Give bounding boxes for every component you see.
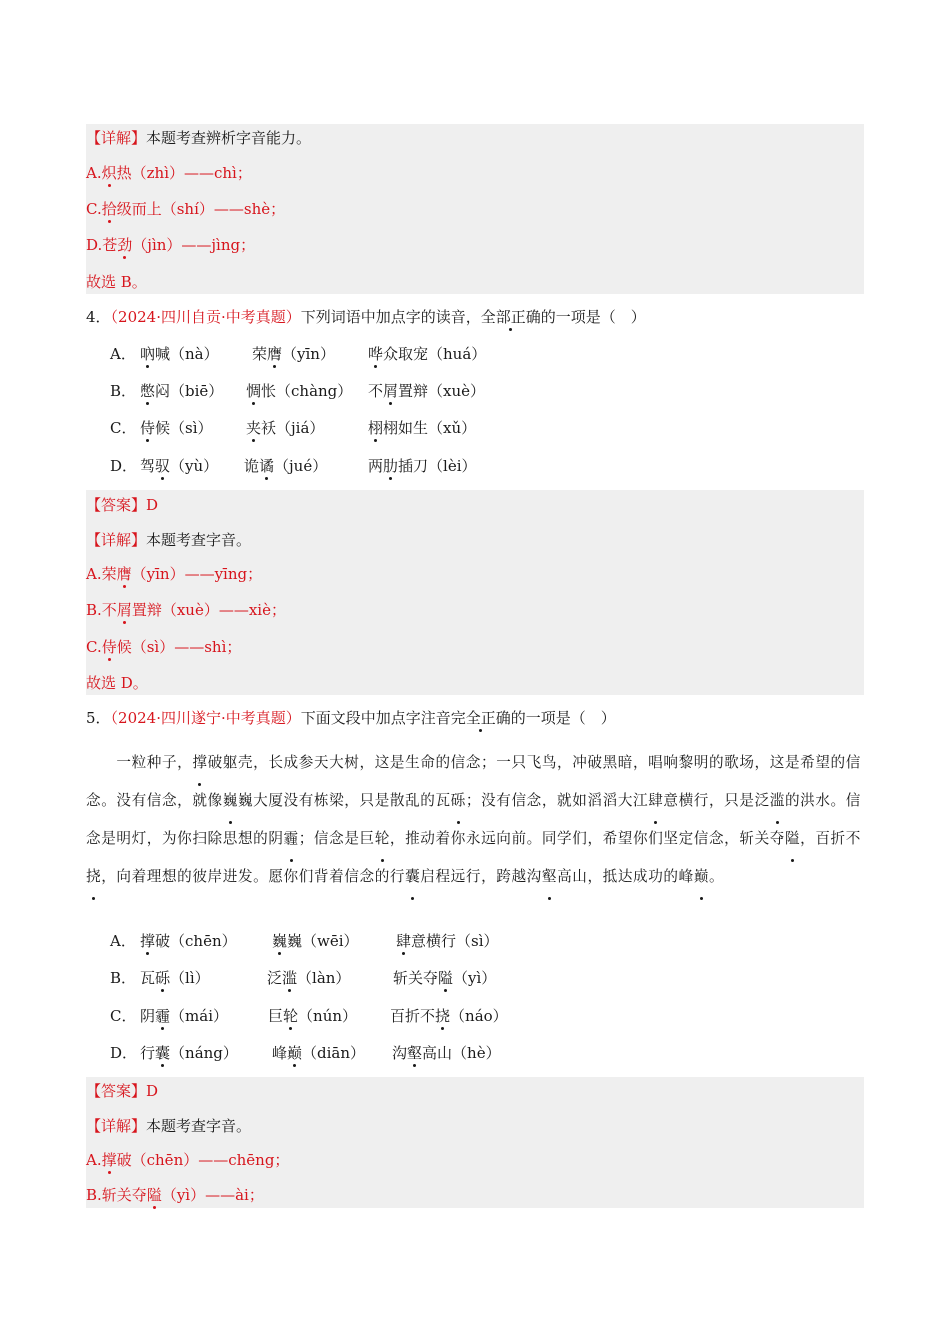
answer-line: [86, 1081, 158, 1101]
detail-item-b: B.不屑置辩（xuè）——xiè；: [86, 601, 286, 619]
conclusion: 故选 B。: [86, 273, 147, 291]
dotted-char: 囊: [405, 858, 420, 896]
dotted-char: 砾: [451, 782, 466, 820]
answer-line: [86, 495, 158, 515]
dotted-char: 霾: [284, 820, 299, 858]
passage-text: ；没有信念，就如滔滔大江: [465, 792, 649, 809]
answer-tag: 【答案】: [86, 496, 147, 514]
detail-item-a: A.撑破（chēn）——chēng；: [86, 1151, 290, 1169]
passage-text: 意横行，只是泛: [663, 792, 770, 809]
dotted-char: 巍: [223, 782, 238, 820]
dotted-char: 挠: [86, 858, 101, 896]
detail-text: 本题考查辨析字音能力。: [146, 129, 312, 147]
passage-text: 启程远行，跨越沟: [420, 868, 542, 885]
passage-text: 场，这是希望的信念。没有信念，就像: [86, 754, 861, 809]
question-source: （2024·四川遂宁·中考真题）: [110, 709, 301, 727]
dotted-char: 撑: [192, 744, 207, 782]
reading-passage: [86, 744, 864, 896]
passage-text: ，百折不: [800, 830, 861, 847]
dotted-char: 壑: [542, 858, 557, 896]
passage-text: 。: [709, 868, 725, 885]
answer-value: D: [146, 496, 159, 514]
answer-value: D: [146, 1082, 159, 1100]
passage-text: ，向着理想的彼岸进发。愿你们背着信念的行: [101, 868, 406, 885]
passage-text: 巍大厦没有栋梁，只是散乱的瓦: [237, 792, 451, 809]
detail-item-c: C.侍候（sì）——shì；: [86, 638, 242, 656]
passage-text: ，推动着你永远向前。同学们，希望你们坚定信念，斩关夺: [389, 830, 785, 847]
passage-text: 一粒种子，: [86, 754, 193, 771]
question-source: （2024·四川自贡·中考真题）: [110, 308, 301, 326]
question-number: 4．: [86, 308, 111, 326]
detail-item-b: B.斩关夺隘（yì）——ài；: [86, 1186, 264, 1204]
conclusion: 故选 D。: [86, 674, 148, 692]
answer-tag: 【答案】: [86, 1082, 147, 1100]
detail-line: 【详解】本题考查字音。: [86, 531, 252, 549]
detail-item-c: C.拾级而上（shí）——shè；: [86, 200, 286, 218]
explanation-block-q4: [86, 490, 864, 695]
question-5-stem: 5．（2024·四川遂宁·中考真题）下面文段中加点字注音完全正确的一项是（ ）: [86, 709, 616, 727]
dotted-char: 滥: [770, 782, 785, 820]
passage-text: ；信念是巨: [298, 830, 375, 847]
dotted-char: 巅: [694, 858, 709, 896]
detail-line: 【详解】本题考查字音。: [86, 1117, 252, 1135]
dotted-char: 隘: [785, 820, 800, 858]
detail-item-a: A.荣膺（yīn）——yīng；: [86, 565, 263, 583]
passage-text: 高山，抵达成功的峰: [557, 868, 694, 885]
detail-line: [86, 128, 311, 148]
passage-text: 的洪水。信念是明灯，为你扫除思想的阴: [86, 792, 861, 847]
dotted-char: 轮: [375, 820, 390, 858]
explanation-block-q3: [86, 124, 864, 294]
explanation-block-q5: [86, 1077, 864, 1208]
detail-tag: 【详解】: [86, 129, 147, 147]
question-4-stem: 4．（2024·四川自贡·中考真题）下列词语中加点字的读音，全部正确的一项是（ ）: [86, 308, 646, 326]
detail-item-a: A.炽热（zhì）——chì；: [86, 164, 252, 182]
question-number: 5．: [86, 709, 111, 727]
detail-item-d: D.苍劲（jìn）——jìng；: [86, 236, 256, 254]
dotted-char: 肆: [648, 782, 663, 820]
passage-text: 破躯壳，长成参天大树，这是生命的信念；一只飞鸟，冲破黑暗，唱响黎明的歌: [207, 754, 740, 771]
